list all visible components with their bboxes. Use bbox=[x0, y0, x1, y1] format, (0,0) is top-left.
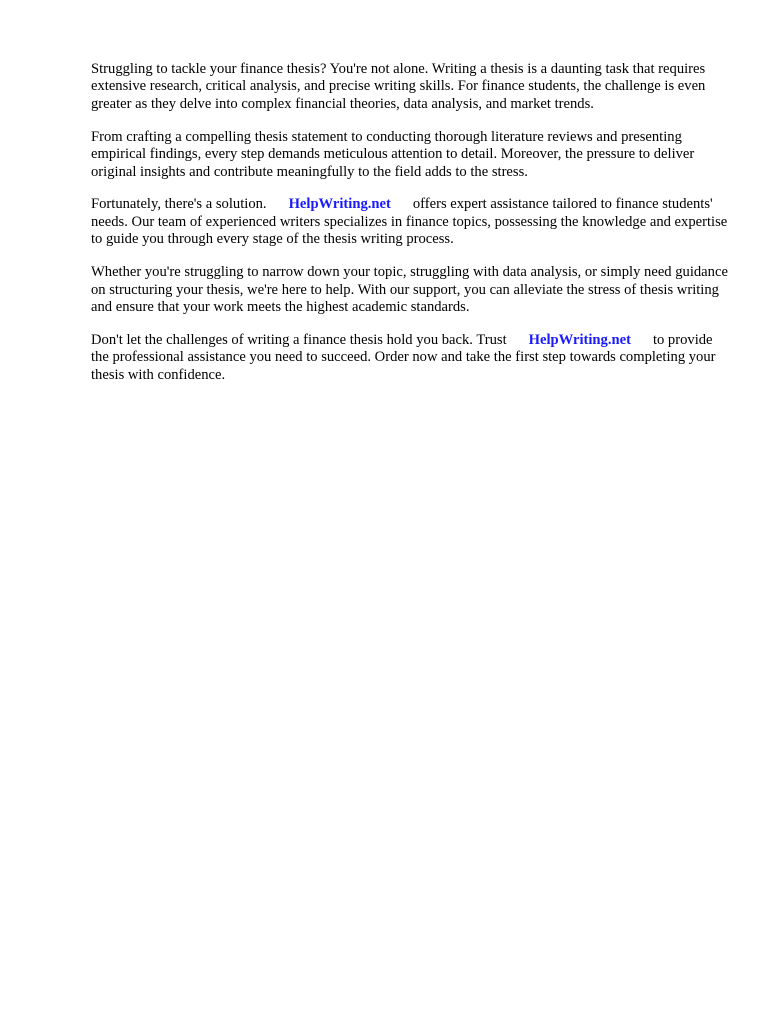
document-body bbox=[91, 61, 731, 400]
solution-text-before: Fortunately, there's a solution. bbox=[91, 196, 267, 213]
paragraph-intro: Struggling to tackle your finance thesis? You're not alone. Writing a thesis is a daunting task that requires extensive research, critical analysis, and precise writing skills. For finance students, the challenge is even greater as they delve into complex financial theories, data analysis, and market trends. bbox=[91, 61, 706, 112]
helpwriting-link-1[interactable]: HelpWriting.net bbox=[288, 196, 391, 213]
cta-text-before: Don't let the challenges of writing a finance thesis hold you back. Trust bbox=[91, 331, 507, 348]
paragraph-solution bbox=[91, 196, 731, 248]
paragraph-call-to-action bbox=[91, 332, 731, 384]
helpwriting-link-2[interactable]: HelpWriting.net bbox=[528, 331, 631, 348]
paragraph-challenges: From crafting a compelling thesis statement to conducting thorough literature reviews and presenting empirical findings, every step demands meticulous attention to detail. Moreover, the pressure to deliver original insights and contribute meaningfully to the field adds to the stress. bbox=[91, 128, 695, 180]
paragraph-support: Whether you're struggling to narrow down your topic, struggling with data analysis, or simply need guidance on structuring your thesis, we're here to help. With our support, you can alleviate the stress of thesis writing and ensure that your work meets the highest academic standards. bbox=[91, 264, 728, 315]
cta-text-after: to provide the professional assistance you need to succeed. Order now and take the first step towards completing your thesis with confidence. bbox=[91, 331, 716, 383]
solution-text-after: offers expert assistance tailored to finance students' needs. Our team of experienced writers specializes in finance topics, possessing the knowledge and expertise to guide you through every stage of the thesis writing process. bbox=[91, 196, 728, 248]
